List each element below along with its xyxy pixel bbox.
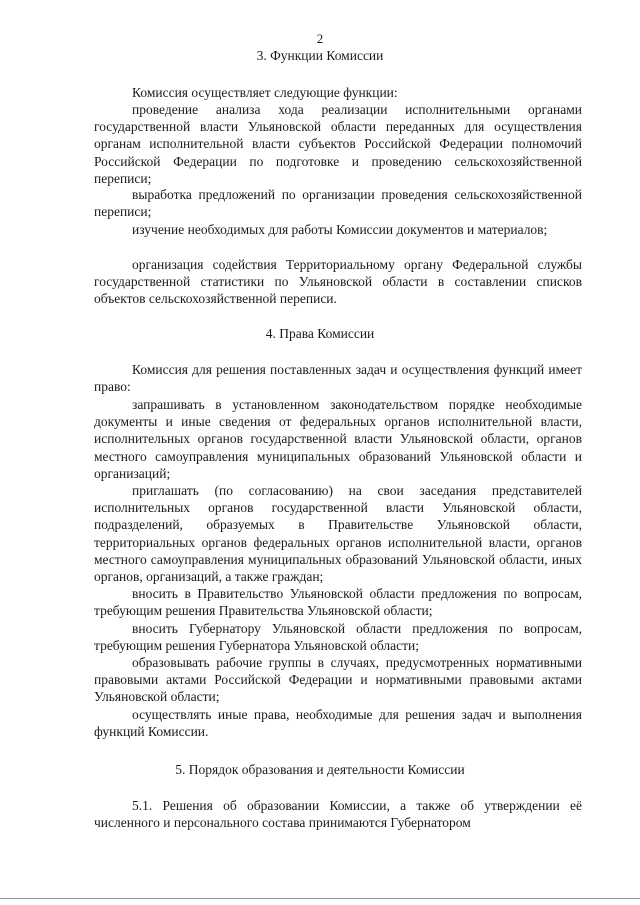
paragraph: запрашивать в установленном законодательством порядке необходимые документы и иные сведения от федеральных органов исполнительной власти, исполнительных органов государственной власти Ульяновской области, органов местного самоуправления муниципальных образований Ульяновской области и организаций; — [94, 397, 582, 481]
paragraph: организация содействия Территориальному органу Федеральной службы государственной статистики по Ульяновской области в составлении списков объектов сельскохозяйственной переписи. — [94, 257, 582, 307]
paragraph: образовывать рабочие группы в случаях, предусмотренных нормативными правовыми актами Российской Федерации и нормативными правовыми актами Ульяновской области; — [94, 655, 582, 705]
paragraph: Комиссия осуществляет следующие функции: — [132, 85, 398, 100]
paragraph: выработка предложений по организации проведения сельскохозяйственной переписи; — [94, 187, 582, 220]
paragraph: осуществлять иные права, необходимые для решения задач и выполнения функций Комиссии. — [94, 707, 582, 740]
paragraph: проведение анализа хода реализации исполнительными органами государственной власти Ульяновской области переданных для осуществления органам исполнительной власти субъектов Российской Федерации полномочий Российской Федерации по подготовке и проведению сельскохозяйственной переписи; — [94, 102, 582, 186]
paragraph: приглашать (по согласованию) на свои заседания представителей исполнительных органов государственной власти Ульяновской области, подразделений, образуемых в Правительстве Ульяновской области, территориальных органов федеральных органов исполнительной власти, органов местного самоуправления муниципальных образований Ульяновской области, иных органов, организаций, а также граждан; — [94, 483, 582, 585]
paragraph: вносить в Правительство Ульяновской области предложения по вопросам, требующим решения Правительства Ульяновской области; — [94, 586, 582, 619]
section-title-3: 3. Функции Комиссии — [256, 48, 384, 63]
section-title-4: 4. Права Комиссии — [265, 326, 375, 341]
page-number: 2 — [316, 31, 324, 46]
paragraph: Комиссия для решения поставленных задач и осуществления функций имеет право: — [94, 362, 582, 395]
paragraph: 5.1. Решения об образовании Комиссии, а также об утверждении её численного и персонального состава принимаются Губернатором — [94, 798, 582, 831]
paragraph: вносить Губернатору Ульяновской области предложения по вопросам, требующим решения Губернатора Ульяновской области; — [94, 621, 582, 654]
paragraph: изучение необходимых для работы Комиссии документов и материалов; — [132, 222, 548, 237]
page-bottom-edge — [0, 898, 640, 899]
section-title-5: 5. Порядок образования и деятельности Комиссии — [175, 762, 465, 777]
